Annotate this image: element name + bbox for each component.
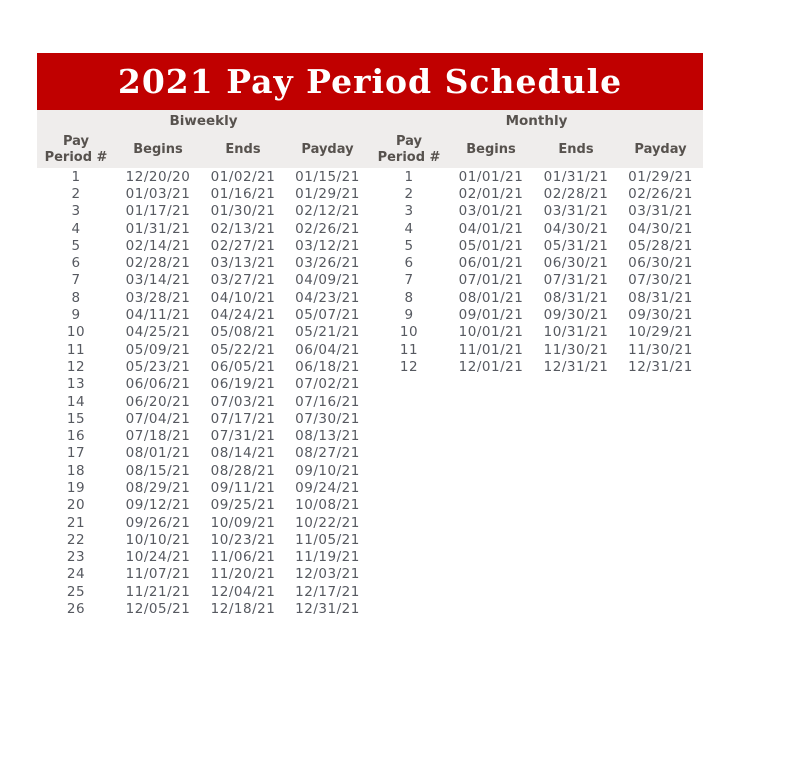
table-row: [37, 531, 370, 548]
table-cell: 09/01/21: [458, 307, 524, 324]
biweekly-column-headers: [37, 131, 370, 168]
table-cell: 07/02/21: [295, 376, 360, 393]
table-cell: 2: [71, 185, 81, 202]
table-cell: 25: [66, 583, 86, 600]
table-cell: 24: [66, 566, 86, 583]
table-cell: 06/05/21: [210, 358, 276, 375]
table-row: [370, 203, 703, 220]
table-cell: 11: [399, 341, 419, 358]
table-cell: 03/01/21: [458, 203, 524, 220]
table-cell: 11/30/21: [628, 341, 693, 358]
table-row: [37, 324, 370, 341]
table-row: [37, 203, 370, 220]
table-row: [37, 272, 370, 289]
table-row: [37, 185, 370, 202]
column-header-pay-period-line2: Period #: [44, 149, 108, 165]
table-row: [370, 306, 703, 323]
table-cell: 02/28/21: [543, 185, 609, 202]
page-title: 2021 Pay Period Schedule: [117, 62, 623, 101]
table-cell: 01/03/21: [125, 185, 191, 202]
table-cell: 10/23/21: [210, 531, 276, 548]
biweekly-header-section: [37, 110, 370, 168]
table-cell: 11/07/21: [125, 566, 191, 583]
table-cell: 04/23/21: [295, 289, 360, 306]
table-cell: 12/18/21: [210, 601, 276, 618]
table-cell: 03/13/21: [210, 255, 276, 272]
table-row: [37, 289, 370, 306]
table-cell: 23: [66, 549, 86, 566]
table-cell: 01/31/21: [125, 220, 191, 237]
table-cell: 06/06/21: [125, 376, 191, 393]
table-cell: 03/31/21: [628, 203, 693, 220]
table-cell: 05/28/21: [628, 237, 693, 254]
table-cell: 03/14/21: [125, 272, 191, 289]
table-cell: 02/26/21: [628, 185, 693, 202]
table-cell: 22: [66, 531, 86, 548]
table-cell: 5: [71, 237, 81, 254]
table-cell: 26: [66, 601, 86, 618]
table-cell: 16: [66, 428, 86, 445]
table-cell: 03/31/21: [543, 203, 609, 220]
table-cell: 06/19/21: [210, 376, 276, 393]
table-row: [37, 168, 370, 185]
table-row: [370, 289, 703, 306]
table-cell: 21: [66, 514, 86, 531]
table-cell: 10/10/21: [125, 531, 191, 548]
table-cell: 10/22/21: [295, 514, 360, 531]
table-cell: 7: [404, 272, 414, 289]
column-header-pay-period-line1: Pay: [395, 133, 423, 149]
table-row: [37, 393, 370, 410]
table-cell: 06/30/21: [543, 255, 609, 272]
column-header-pay-period-line2: Period #: [377, 149, 441, 165]
table-cell: 09/12/21: [125, 497, 191, 514]
table-cell: 12/31/21: [543, 358, 609, 375]
table-cell: 10/29/21: [628, 324, 693, 341]
table-row: [37, 358, 370, 375]
table-cell: 01/29/21: [295, 185, 360, 202]
column-header-payday: Payday: [634, 141, 687, 157]
table-cell: 02/26/21: [295, 220, 360, 237]
table-cell: 12/17/21: [295, 583, 360, 600]
table-cell: 10/09/21: [210, 514, 276, 531]
table-cell: 08/15/21: [125, 462, 191, 479]
table-cell: 04/09/21: [295, 272, 360, 289]
table-cell: 11/30/21: [543, 341, 609, 358]
table-cell: 06/20/21: [125, 393, 191, 410]
table-cell: 08/01/21: [125, 445, 191, 462]
table-cell: 02/13/21: [210, 220, 276, 237]
table-cell: 12/01/21: [458, 358, 524, 375]
table-row: [37, 237, 370, 254]
table-cell: 12/31/21: [628, 358, 693, 375]
table-cell: 08/28/21: [210, 462, 276, 479]
table-cell: 18: [66, 462, 86, 479]
table-cell: 19: [66, 479, 86, 496]
table-row: [37, 600, 370, 617]
table-cell: 07/30/21: [295, 410, 360, 427]
tables-area: [37, 168, 703, 618]
table-row: [37, 410, 370, 427]
column-header-begins: Begins: [133, 141, 183, 157]
table-cell: 06/01/21: [458, 255, 524, 272]
table-cell: 10/01/21: [458, 324, 524, 341]
table-row: [37, 549, 370, 566]
table-cell: 05/08/21: [210, 324, 276, 341]
table-cell: 12: [66, 358, 86, 375]
table-cell: 12/05/21: [125, 601, 191, 618]
table-row: [37, 427, 370, 444]
table-row: [37, 497, 370, 514]
table-cell: 20: [66, 497, 86, 514]
table-cell: 07/04/21: [125, 410, 191, 427]
table-cell: 09/26/21: [125, 514, 191, 531]
table-cell: 08/31/21: [543, 289, 609, 306]
table-cell: 10: [66, 324, 86, 341]
table-cell: 07/31/21: [210, 428, 276, 445]
table-row: [370, 185, 703, 202]
table-cell: 02/01/21: [458, 185, 524, 202]
table-cell: 08/29/21: [125, 479, 191, 496]
table-cell: 05/22/21: [210, 341, 276, 358]
table-cell: 07/18/21: [125, 428, 191, 445]
table-cell: 4: [71, 220, 81, 237]
column-header-pay-period-line1: Pay: [62, 133, 90, 149]
table-cell: 04/24/21: [210, 307, 276, 324]
table-cell: 05/23/21: [125, 358, 191, 375]
table-row: [370, 168, 703, 185]
table-cell: 03/28/21: [125, 289, 191, 306]
table-cell: 11/21/21: [125, 583, 191, 600]
page-title-banner: [37, 53, 703, 110]
section-title-monthly: Monthly: [505, 113, 568, 129]
table-cell: 04/30/21: [628, 220, 693, 237]
table-cell: 11/19/21: [295, 549, 360, 566]
table-row: [37, 341, 370, 358]
table-cell: 5: [404, 237, 414, 254]
table-cell: 02/14/21: [125, 237, 191, 254]
table-cell: 08/14/21: [210, 445, 276, 462]
table-cell: 09/11/21: [210, 479, 276, 496]
table-cell: 09/24/21: [295, 479, 360, 496]
table-row: [37, 583, 370, 600]
table-cell: 01/17/21: [125, 203, 191, 220]
table-cell: 05/01/21: [458, 237, 524, 254]
table-cell: 12/04/21: [210, 583, 276, 600]
table-cell: 04/30/21: [543, 220, 609, 237]
table-row: [37, 566, 370, 583]
column-header-ends: Ends: [558, 141, 594, 157]
monthly-column-headers: [370, 131, 703, 168]
table-cell: 05/07/21: [295, 307, 360, 324]
table-cell: 01/30/21: [210, 203, 276, 220]
table-cell: 09/25/21: [210, 497, 276, 514]
table-cell: 9: [404, 307, 414, 324]
table-cell: 8: [71, 289, 81, 306]
table-cell: 01/01/21: [458, 168, 524, 185]
table-cell: 04/11/21: [125, 307, 191, 324]
table-cell: 01/31/21: [543, 168, 609, 185]
table-cell: 07/17/21: [210, 410, 276, 427]
table-cell: 1: [404, 168, 414, 185]
table-row: [37, 306, 370, 323]
table-row: [37, 445, 370, 462]
table-cell: 08/27/21: [295, 445, 360, 462]
table-cell: 01/15/21: [295, 168, 360, 185]
table-cell: 09/10/21: [295, 462, 360, 479]
table-cell: 08/31/21: [628, 289, 693, 306]
table-row: [370, 324, 703, 341]
table-cell: 11/05/21: [295, 531, 360, 548]
table-cell: 6: [71, 255, 81, 272]
table-row: [37, 514, 370, 531]
table-cell: 13: [66, 376, 86, 393]
table-cell: 09/30/21: [628, 307, 693, 324]
table-cell: 01/02/21: [210, 168, 276, 185]
table-cell: 04/25/21: [125, 324, 191, 341]
table-cell: 03/12/21: [295, 237, 360, 254]
table-cell: 02/27/21: [210, 237, 276, 254]
table-cell: 10/24/21: [125, 549, 191, 566]
table-cell: 07/03/21: [210, 393, 276, 410]
table-cell: 05/21/21: [295, 324, 360, 341]
table-cell: 11: [66, 341, 86, 358]
table-cell: 07/30/21: [628, 272, 693, 289]
table-cell: 06/18/21: [295, 358, 360, 375]
table-cell: 10/08/21: [295, 497, 360, 514]
table-row: [370, 341, 703, 358]
table-cell: 4: [404, 220, 414, 237]
table-cell: 17: [66, 445, 86, 462]
table-cell: 01/29/21: [628, 168, 693, 185]
table-cell: 02/28/21: [125, 255, 191, 272]
table-cell: 12/31/21: [295, 601, 360, 618]
table-cell: 11/06/21: [210, 549, 276, 566]
table-row: [370, 254, 703, 271]
table-cell: 15: [66, 410, 86, 427]
table-cell: 07/01/21: [458, 272, 524, 289]
column-header-pay-period: [37, 134, 115, 165]
column-header-pay-period: [370, 134, 448, 165]
table-cell: 04/01/21: [458, 220, 524, 237]
table-cell: 2: [404, 185, 414, 202]
table-cell: 7: [71, 272, 81, 289]
table-cell: 08/13/21: [295, 428, 360, 445]
table-cell: 3: [404, 203, 414, 220]
table-cell: 12: [399, 358, 419, 375]
table-row: [370, 220, 703, 237]
table-cell: 05/31/21: [543, 237, 609, 254]
monthly-header-section: [370, 110, 703, 168]
table-cell: 12/03/21: [295, 566, 360, 583]
table-cell: 11/20/21: [210, 566, 276, 583]
table-cell: 14: [66, 393, 86, 410]
table-cell: 10: [399, 324, 419, 341]
table-row: [37, 479, 370, 496]
table-cell: 06/04/21: [295, 341, 360, 358]
table-cell: 11/01/21: [458, 341, 524, 358]
table-cell: 07/31/21: [543, 272, 609, 289]
table-cell: 3: [71, 203, 81, 220]
table-cell: 09/30/21: [543, 307, 609, 324]
column-header-payday: Payday: [301, 141, 354, 157]
table-row: [370, 237, 703, 254]
table-cell: 01/16/21: [210, 185, 276, 202]
table-cell: 12/20/20: [125, 168, 191, 185]
table-row: [37, 254, 370, 271]
table-row: [37, 462, 370, 479]
biweekly-table: [37, 168, 370, 618]
table-row: [37, 220, 370, 237]
column-header-begins: Begins: [466, 141, 516, 157]
table-cell: 07/16/21: [295, 393, 360, 410]
table-cell: 03/26/21: [295, 255, 360, 272]
table-header-band: [37, 110, 703, 168]
table-row: [37, 376, 370, 393]
column-header-ends: Ends: [225, 141, 261, 157]
table-cell: 10/31/21: [543, 324, 609, 341]
table-cell: 04/10/21: [210, 289, 276, 306]
table-row: [370, 358, 703, 375]
table-cell: 9: [71, 307, 81, 324]
monthly-table: [370, 168, 703, 376]
table-cell: 02/12/21: [295, 203, 360, 220]
table-row: [370, 272, 703, 289]
table-cell: 03/27/21: [210, 272, 276, 289]
table-cell: 6: [404, 255, 414, 272]
table-cell: 08/01/21: [458, 289, 524, 306]
table-cell: 1: [71, 168, 81, 185]
table-cell: 8: [404, 289, 414, 306]
table-cell: 06/30/21: [628, 255, 693, 272]
section-title-biweekly: Biweekly: [169, 113, 238, 129]
table-cell: 05/09/21: [125, 341, 191, 358]
